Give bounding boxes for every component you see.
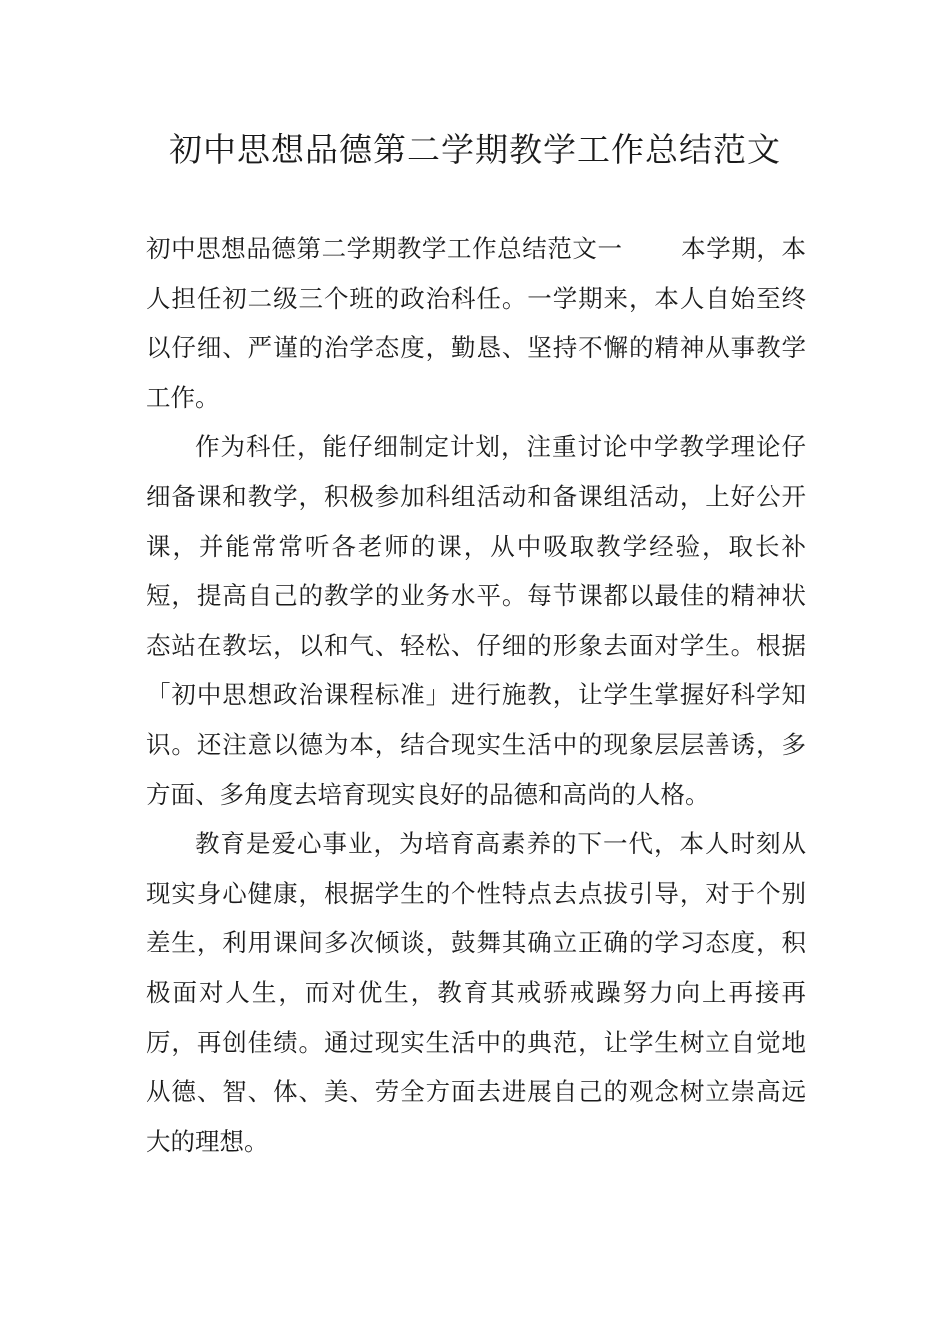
paragraph-3: 教育是爱心事业，为培育高素养的下一代，本人时刻从现实身心健康，根据学生的个性特点去点拔引导，对于个别差生，利用课间多次倾谈，鼓舞其确立正确的学习态度，积极面对人生，而对优生，教育其戒骄戒躁努力向上再接再厉，再创佳绩。通过现实生活中的典范，让学生树立自觉地从德、智、体、美、劳全方面去进展自己的观念树立崇高远大的理想。 [146,829,806,1156]
document-title: 初中思想品德第二学期教学工作总结范文 [169,130,781,169]
paragraph-2: 作为科任，能仔细制定计划，注重讨论中学教学理论仔细备课和教学，积极参加科组活动和备课组活动，上好公开课，并能常常听各老师的课，从中吸取教学经验，取长补短，提高自己的教学的业务水平。每节课都以最佳的精神状态站在教坛，以和气、轻松、仔细的形象去面对学生。根据「初中思想政治课程标准」进行施教，让学生掌握好科学知识。还注意以德为本，结合现实生活中的现象层层善诱，多方面、多角度去培育现实良好的品德和高尚的人格。 [146,432,806,809]
paragraph-1: 本学期，本人担任初二级三个班的政治科任。一学期来，本人自始至终以仔细、严谨的治学态度，勤恳、坚持不懈的精神从事教学工作。 [146,234,807,412]
document-subheading: 初中思想品德第二学期教学工作总结范文一 [146,234,623,263]
intro-paragraph [146,224,806,422]
document-body [146,224,806,1166]
